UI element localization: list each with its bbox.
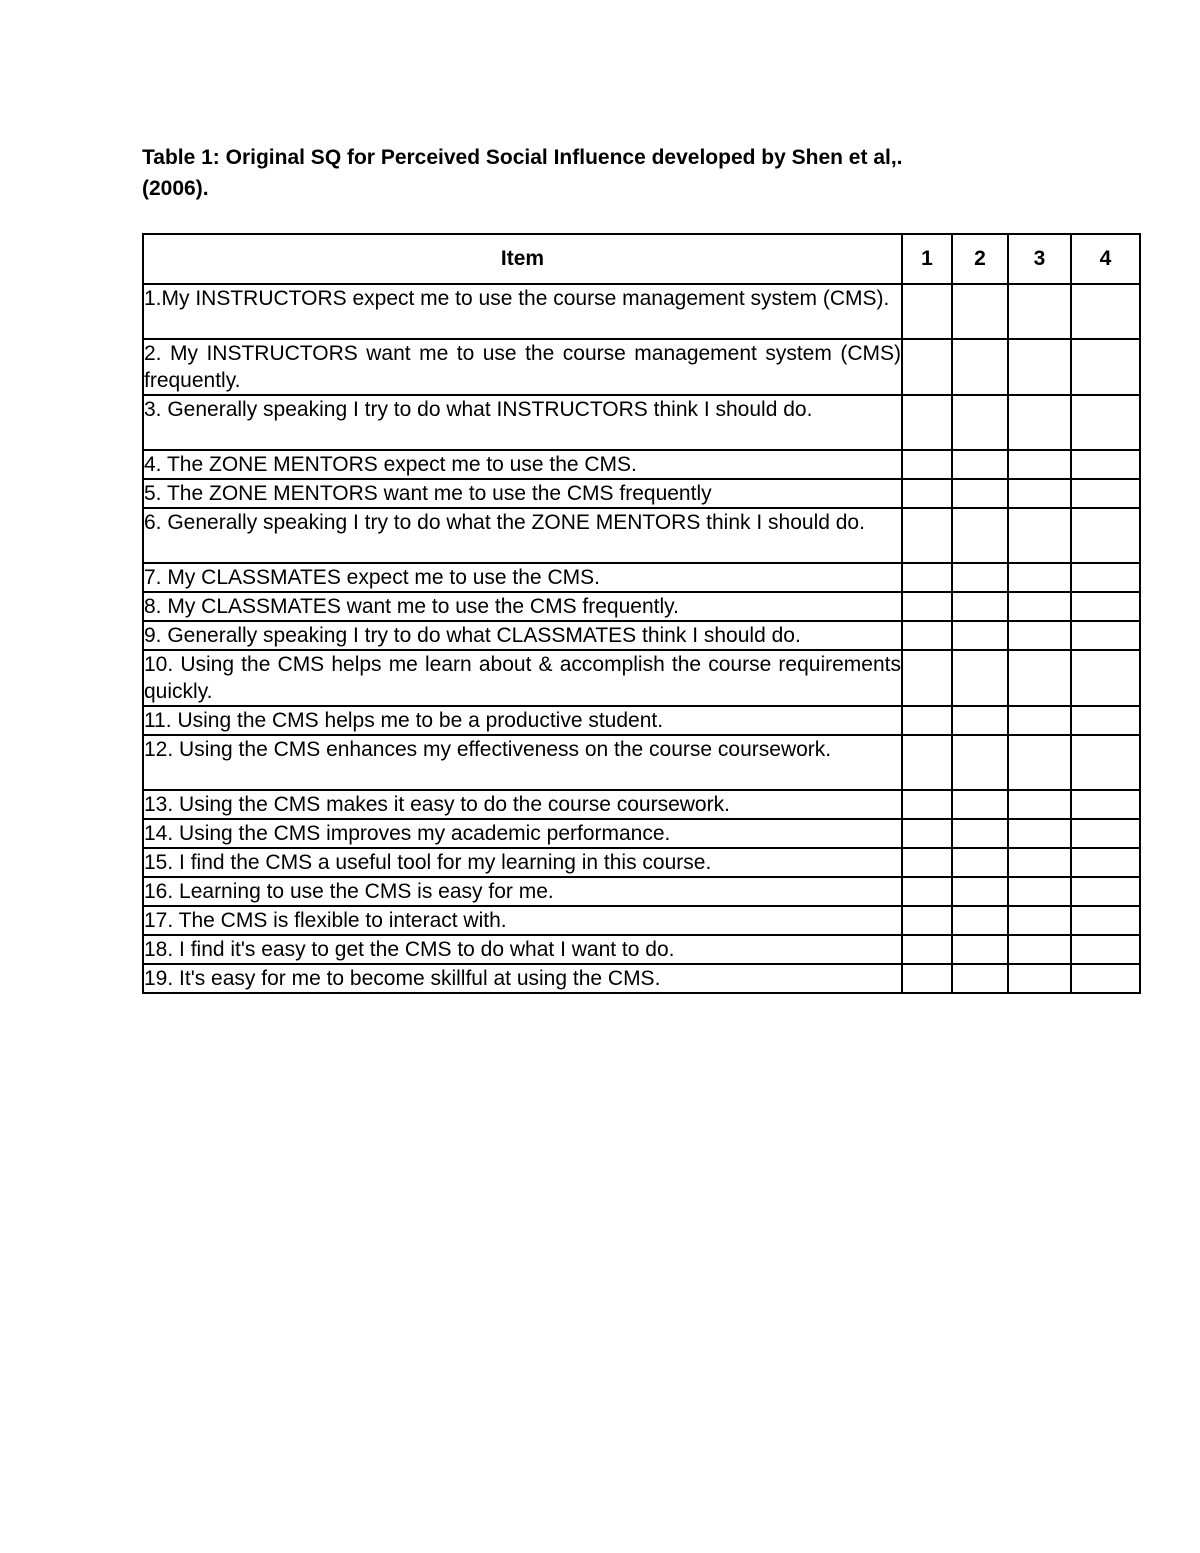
table-caption [142, 142, 1142, 204]
rating-cell-3[interactable] [1008, 650, 1071, 706]
rating-cell-4[interactable] [1071, 650, 1140, 706]
rating-cell-4[interactable] [1071, 935, 1140, 964]
rating-cell-2[interactable] [952, 621, 1008, 650]
table-row [143, 735, 1140, 790]
table-row [143, 479, 1140, 508]
item-statement: 18. I find it's easy to get the CMS to do what I want to do. [143, 935, 902, 964]
rating-cell-1[interactable] [902, 964, 952, 993]
rating-cell-1[interactable] [902, 479, 952, 508]
rating-cell-1[interactable] [902, 508, 952, 563]
rating-cell-3[interactable] [1008, 790, 1071, 819]
rating-cell-4[interactable] [1071, 706, 1140, 735]
item-statement: 2. My INSTRUCTORS want me to use the course management system (CMS) frequently. [143, 339, 902, 395]
rating-cell-2[interactable] [952, 706, 1008, 735]
table-row [143, 508, 1140, 563]
table-body [143, 284, 1140, 993]
rating-cell-4[interactable] [1071, 848, 1140, 877]
rating-cell-2[interactable] [952, 479, 1008, 508]
rating-cell-2[interactable] [952, 650, 1008, 706]
rating-cell-2[interactable] [952, 563, 1008, 592]
rating-cell-3[interactable] [1008, 877, 1071, 906]
table-row [143, 650, 1140, 706]
item-statement: 4. The ZONE MENTORS expect me to use the CMS. [143, 450, 902, 479]
table-row [143, 790, 1140, 819]
caption-line-1: Table 1: Original SQ for Perceived Social Influence developed by Shen et al,. [142, 146, 903, 169]
rating-cell-2[interactable] [952, 284, 1008, 339]
rating-cell-4[interactable] [1071, 508, 1140, 563]
rating-cell-2[interactable] [952, 819, 1008, 848]
item-statement: 12. Using the CMS enhances my effectiveness on the course coursework. [143, 735, 902, 790]
rating-cell-1[interactable] [902, 706, 952, 735]
item-statement: 11. Using the CMS helps me to be a productive student. [143, 706, 902, 735]
header-scale-4: 4 [1071, 234, 1140, 284]
rating-cell-1[interactable] [902, 284, 952, 339]
rating-cell-1[interactable] [902, 650, 952, 706]
rating-cell-3[interactable] [1008, 621, 1071, 650]
rating-cell-2[interactable] [952, 964, 1008, 993]
rating-cell-3[interactable] [1008, 450, 1071, 479]
table-row [143, 819, 1140, 848]
rating-cell-3[interactable] [1008, 284, 1071, 339]
rating-cell-3[interactable] [1008, 735, 1071, 790]
rating-cell-2[interactable] [952, 395, 1008, 450]
rating-cell-3[interactable] [1008, 508, 1071, 563]
rating-cell-4[interactable] [1071, 819, 1140, 848]
table-row [143, 592, 1140, 621]
rating-cell-3[interactable] [1008, 848, 1071, 877]
table-row [143, 395, 1140, 450]
header-scale-1: 1 [902, 234, 952, 284]
rating-cell-4[interactable] [1071, 621, 1140, 650]
table-row [143, 848, 1140, 877]
rating-cell-1[interactable] [902, 592, 952, 621]
rating-cell-3[interactable] [1008, 339, 1071, 395]
table-row [143, 906, 1140, 935]
rating-cell-4[interactable] [1071, 877, 1140, 906]
rating-cell-4[interactable] [1071, 395, 1140, 450]
table-row [143, 621, 1140, 650]
item-statement: 5. The ZONE MENTORS want me to use the CMS frequently [143, 479, 902, 508]
rating-cell-1[interactable] [902, 790, 952, 819]
rating-cell-1[interactable] [902, 819, 952, 848]
rating-cell-1[interactable] [902, 935, 952, 964]
item-statement: 16. Learning to use the CMS is easy for me. [143, 877, 902, 906]
rating-cell-2[interactable] [952, 508, 1008, 563]
item-statement: 1.My INSTRUCTORS expect me to use the course management system (CMS). [143, 284, 902, 339]
rating-cell-4[interactable] [1071, 790, 1140, 819]
rating-cell-1[interactable] [902, 563, 952, 592]
rating-cell-2[interactable] [952, 790, 1008, 819]
rating-cell-4[interactable] [1071, 284, 1140, 339]
table-row [143, 450, 1140, 479]
rating-cell-1[interactable] [902, 450, 952, 479]
table-row [143, 964, 1140, 993]
table-row [143, 935, 1140, 964]
table-row [143, 284, 1140, 339]
rating-cell-2[interactable] [952, 450, 1008, 479]
item-statement: 15. I find the CMS a useful tool for my learning in this course. [143, 848, 902, 877]
header-scale-3: 3 [1008, 234, 1071, 284]
rating-cell-2[interactable] [952, 935, 1008, 964]
item-statement: 7. My CLASSMATES expect me to use the CMS. [143, 563, 902, 592]
rating-cell-1[interactable] [902, 395, 952, 450]
rating-cell-1[interactable] [902, 877, 952, 906]
rating-cell-3[interactable] [1008, 935, 1071, 964]
questionnaire-table [142, 233, 1141, 994]
rating-cell-3[interactable] [1008, 964, 1071, 993]
item-statement: 10. Using the CMS helps me learn about & accomplish the course requirements quickly. [143, 650, 902, 706]
table-header-row [143, 234, 1140, 284]
item-statement: 6. Generally speaking I try to do what the ZONE MENTORS think I should do. [143, 508, 902, 563]
rating-cell-3[interactable] [1008, 592, 1071, 621]
item-statement: 13. Using the CMS makes it easy to do the course coursework. [143, 790, 902, 819]
rating-cell-3[interactable] [1008, 395, 1071, 450]
caption-line-2: (2006). [142, 177, 209, 200]
rating-cell-1[interactable] [902, 339, 952, 395]
rating-cell-1[interactable] [902, 735, 952, 790]
table-row [143, 706, 1140, 735]
rating-cell-4[interactable] [1071, 735, 1140, 790]
item-statement: 8. My CLASSMATES want me to use the CMS frequently. [143, 592, 902, 621]
table-row [143, 339, 1140, 395]
rating-cell-4[interactable] [1071, 563, 1140, 592]
rating-cell-2[interactable] [952, 592, 1008, 621]
item-statement: 14. Using the CMS improves my academic performance. [143, 819, 902, 848]
rating-cell-3[interactable] [1008, 706, 1071, 735]
rating-cell-2[interactable] [952, 339, 1008, 395]
rating-cell-1[interactable] [902, 848, 952, 877]
rating-cell-2[interactable] [952, 877, 1008, 906]
table-row [143, 563, 1140, 592]
item-statement: 3. Generally speaking I try to do what INSTRUCTORS think I should do. [143, 395, 902, 450]
rating-cell-1[interactable] [902, 621, 952, 650]
rating-cell-2[interactable] [952, 735, 1008, 790]
rating-cell-2[interactable] [952, 906, 1008, 935]
header-scale-2: 2 [952, 234, 1008, 284]
rating-cell-3[interactable] [1008, 819, 1071, 848]
item-statement: 17. The CMS is flexible to interact with. [143, 906, 902, 935]
item-statement: 9. Generally speaking I try to do what CLASSMATES think I should do. [143, 621, 902, 650]
header-item: Item [143, 234, 902, 284]
rating-cell-4[interactable] [1071, 906, 1140, 935]
rating-cell-3[interactable] [1008, 479, 1071, 508]
rating-cell-2[interactable] [952, 848, 1008, 877]
item-statement: 19. It's easy for me to become skillful at using the CMS. [143, 964, 902, 993]
rating-cell-4[interactable] [1071, 964, 1140, 993]
rating-cell-3[interactable] [1008, 563, 1071, 592]
rating-cell-4[interactable] [1071, 479, 1140, 508]
rating-cell-4[interactable] [1071, 592, 1140, 621]
rating-cell-4[interactable] [1071, 339, 1140, 395]
rating-cell-4[interactable] [1071, 450, 1140, 479]
table-row [143, 877, 1140, 906]
rating-cell-3[interactable] [1008, 906, 1071, 935]
rating-cell-1[interactable] [902, 906, 952, 935]
